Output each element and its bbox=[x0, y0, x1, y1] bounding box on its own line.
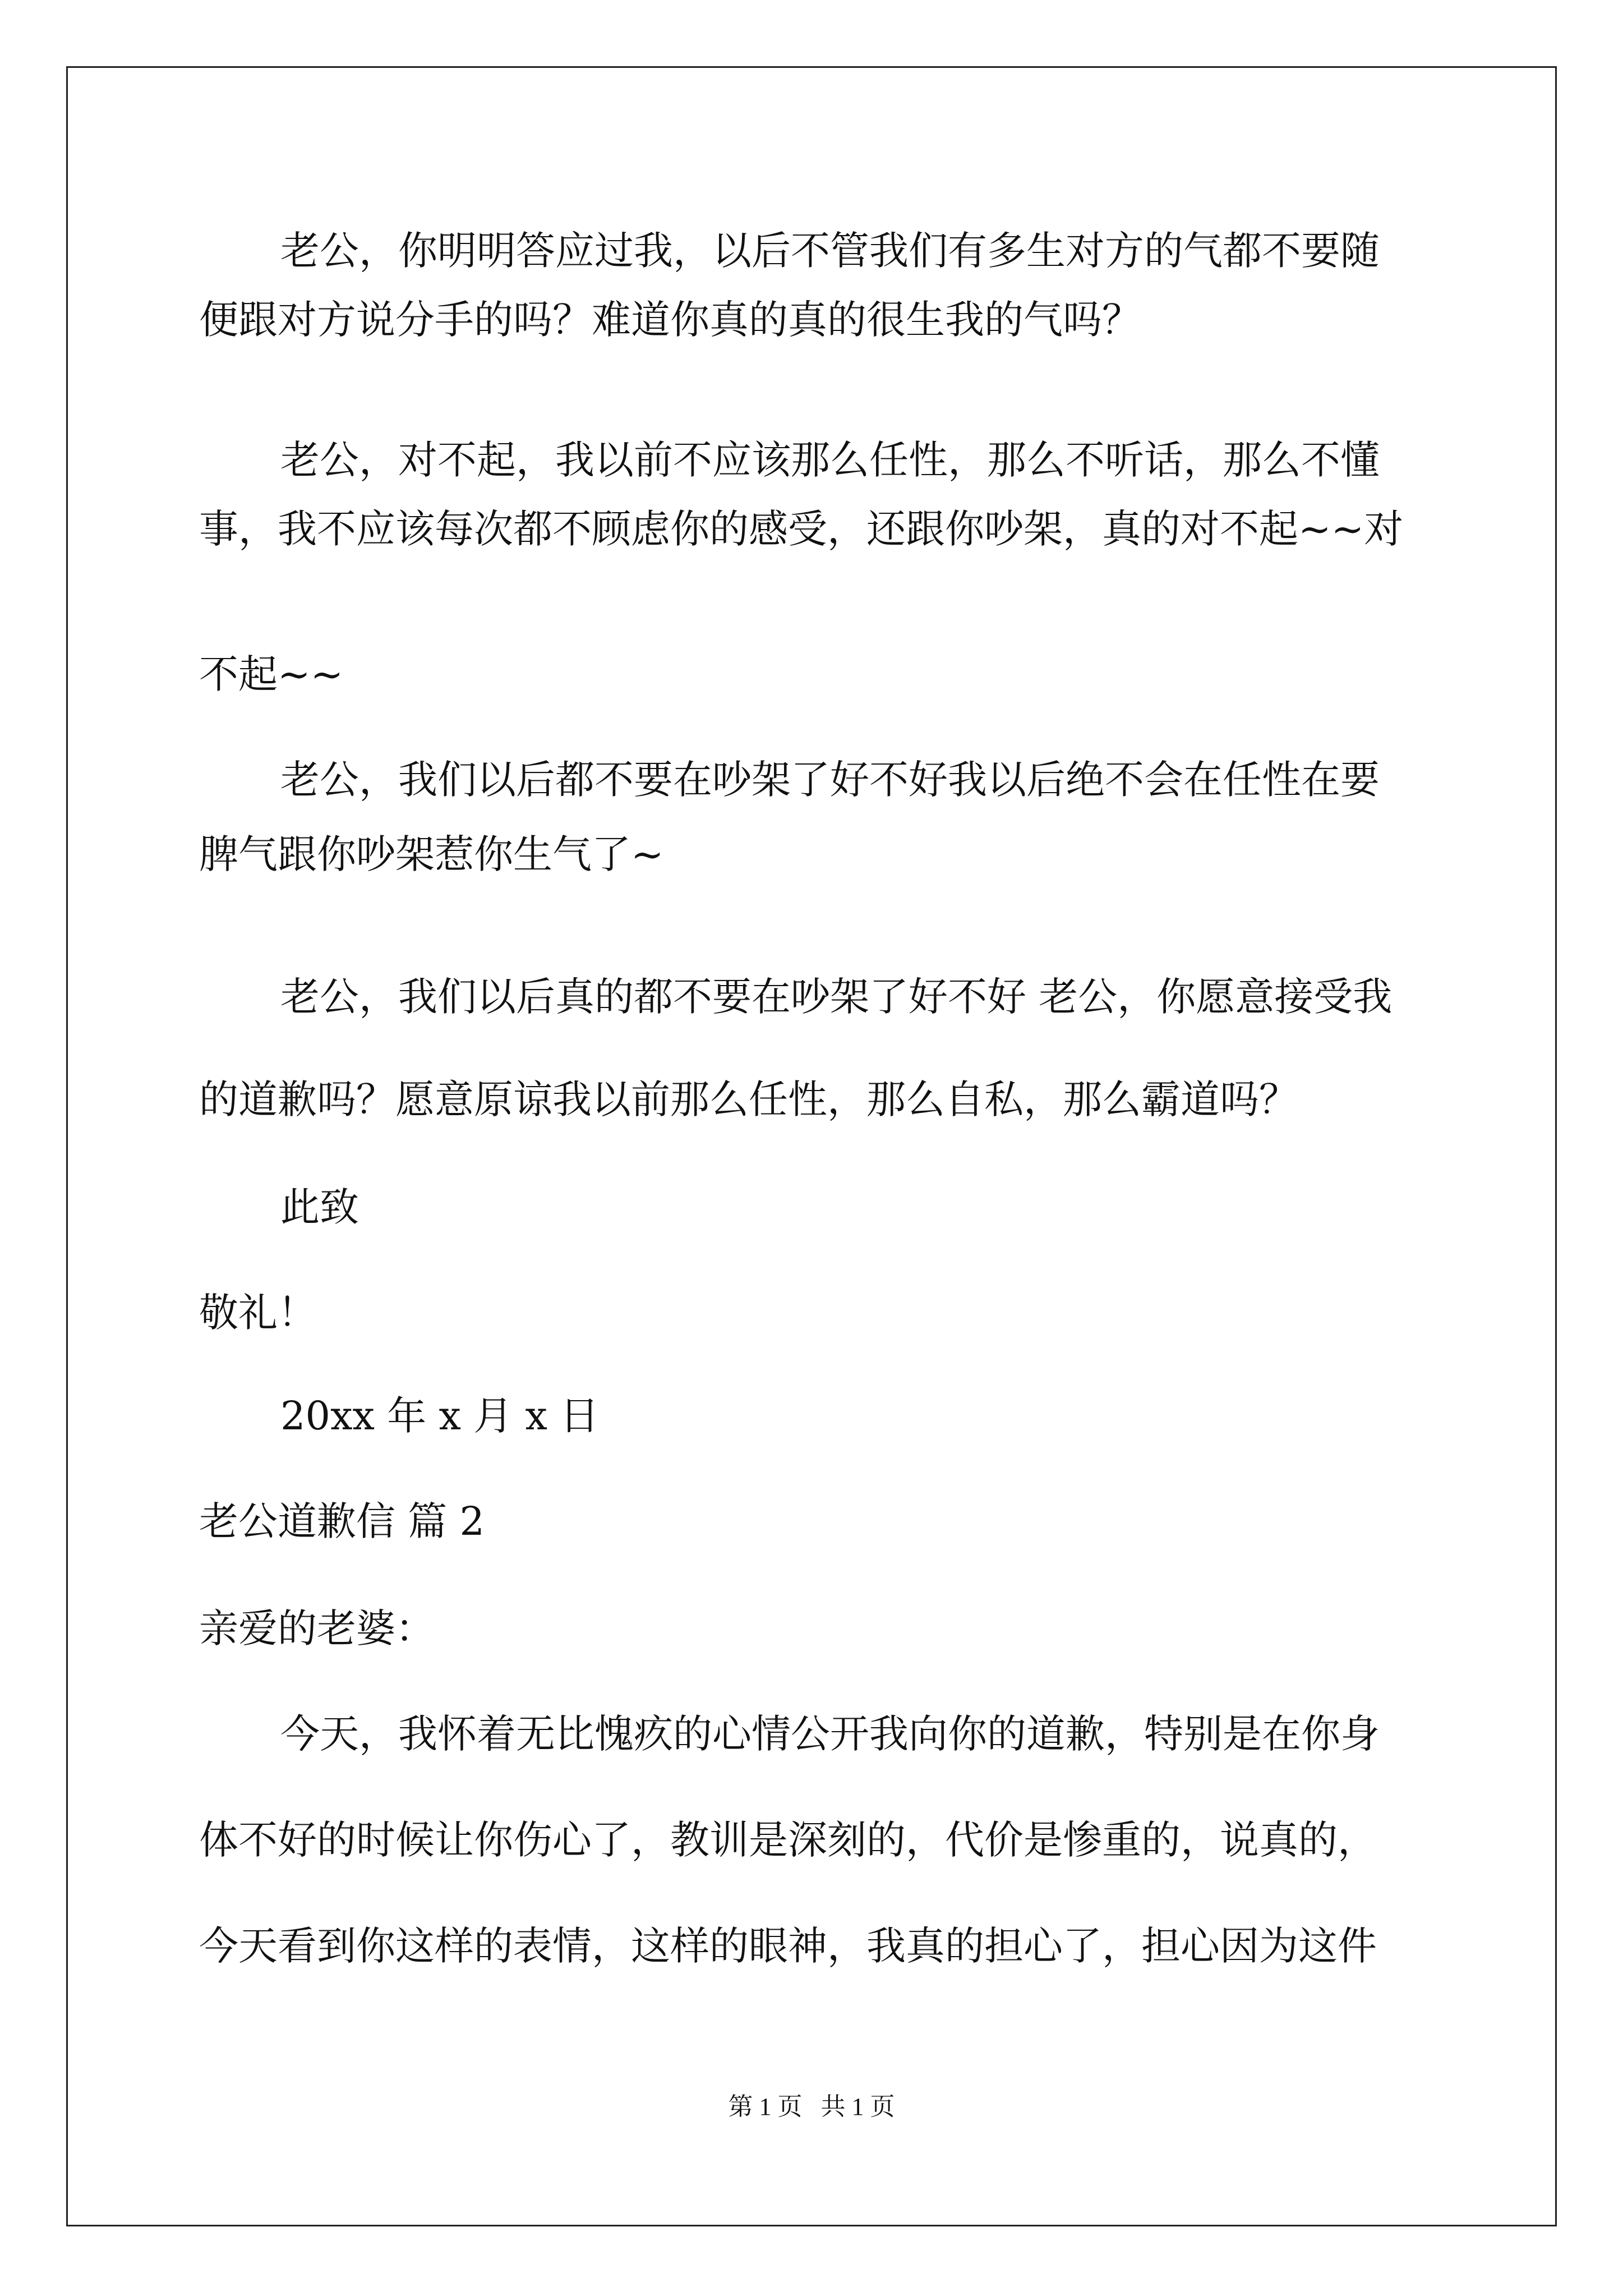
text-line: 老公，对不起，我以前不应该那么任性，那么不听话，那么不懂 bbox=[280, 437, 1380, 483]
text-line: 体不好的时候让你伤心了，教训是深刻的，代价是惨重的，说真的， bbox=[199, 1817, 1377, 1863]
page-number-footer: 第 1 页 共 1 页 bbox=[728, 2093, 895, 2120]
text-line: 不起~~ bbox=[199, 651, 344, 697]
text-line: 的道歉吗？愿意原谅我以前那么任性，那么自私，那么霸道吗？ bbox=[199, 1076, 1298, 1122]
text-line: 老公，你明明答应过我，以后不管我们有多生对方的气都不要随 bbox=[280, 228, 1380, 274]
text-line: 便跟对方说分手的吗？难道你真的真的很生我的气吗？ bbox=[199, 297, 1141, 343]
text-line: 老公，我们以后真的都不要在吵架了好不好 老公，你愿意接受我 bbox=[280, 974, 1393, 1020]
closing-salutation: 此致 bbox=[280, 1184, 359, 1230]
closing-regards: 敬礼！ bbox=[199, 1290, 317, 1336]
text-line: 今天看到你这样的表情，这样的眼神，我真的担心了，担心因为这件 bbox=[199, 1923, 1377, 1969]
text-line: 脾气跟你吵架惹你生气了~ bbox=[199, 831, 664, 877]
text-line: 老公，我们以后都不要在吵架了好不好我以后绝不会在任性在要 bbox=[280, 757, 1380, 803]
text-line: 今天，我怀着无比愧疚的心情公开我向你的道歉，特别是在你身 bbox=[280, 1711, 1380, 1757]
date-line: 20xx 年 x 月 x 日 bbox=[280, 1393, 600, 1439]
page-border bbox=[66, 66, 1557, 2226]
greeting-line: 亲爱的老婆： bbox=[199, 1605, 435, 1651]
section-heading: 老公道歉信 篇 2 bbox=[199, 1498, 485, 1544]
text-line: 事，我不应该每次都不顾虑你的感受，还跟你吵架，真的对不起~~对 bbox=[199, 506, 1404, 552]
